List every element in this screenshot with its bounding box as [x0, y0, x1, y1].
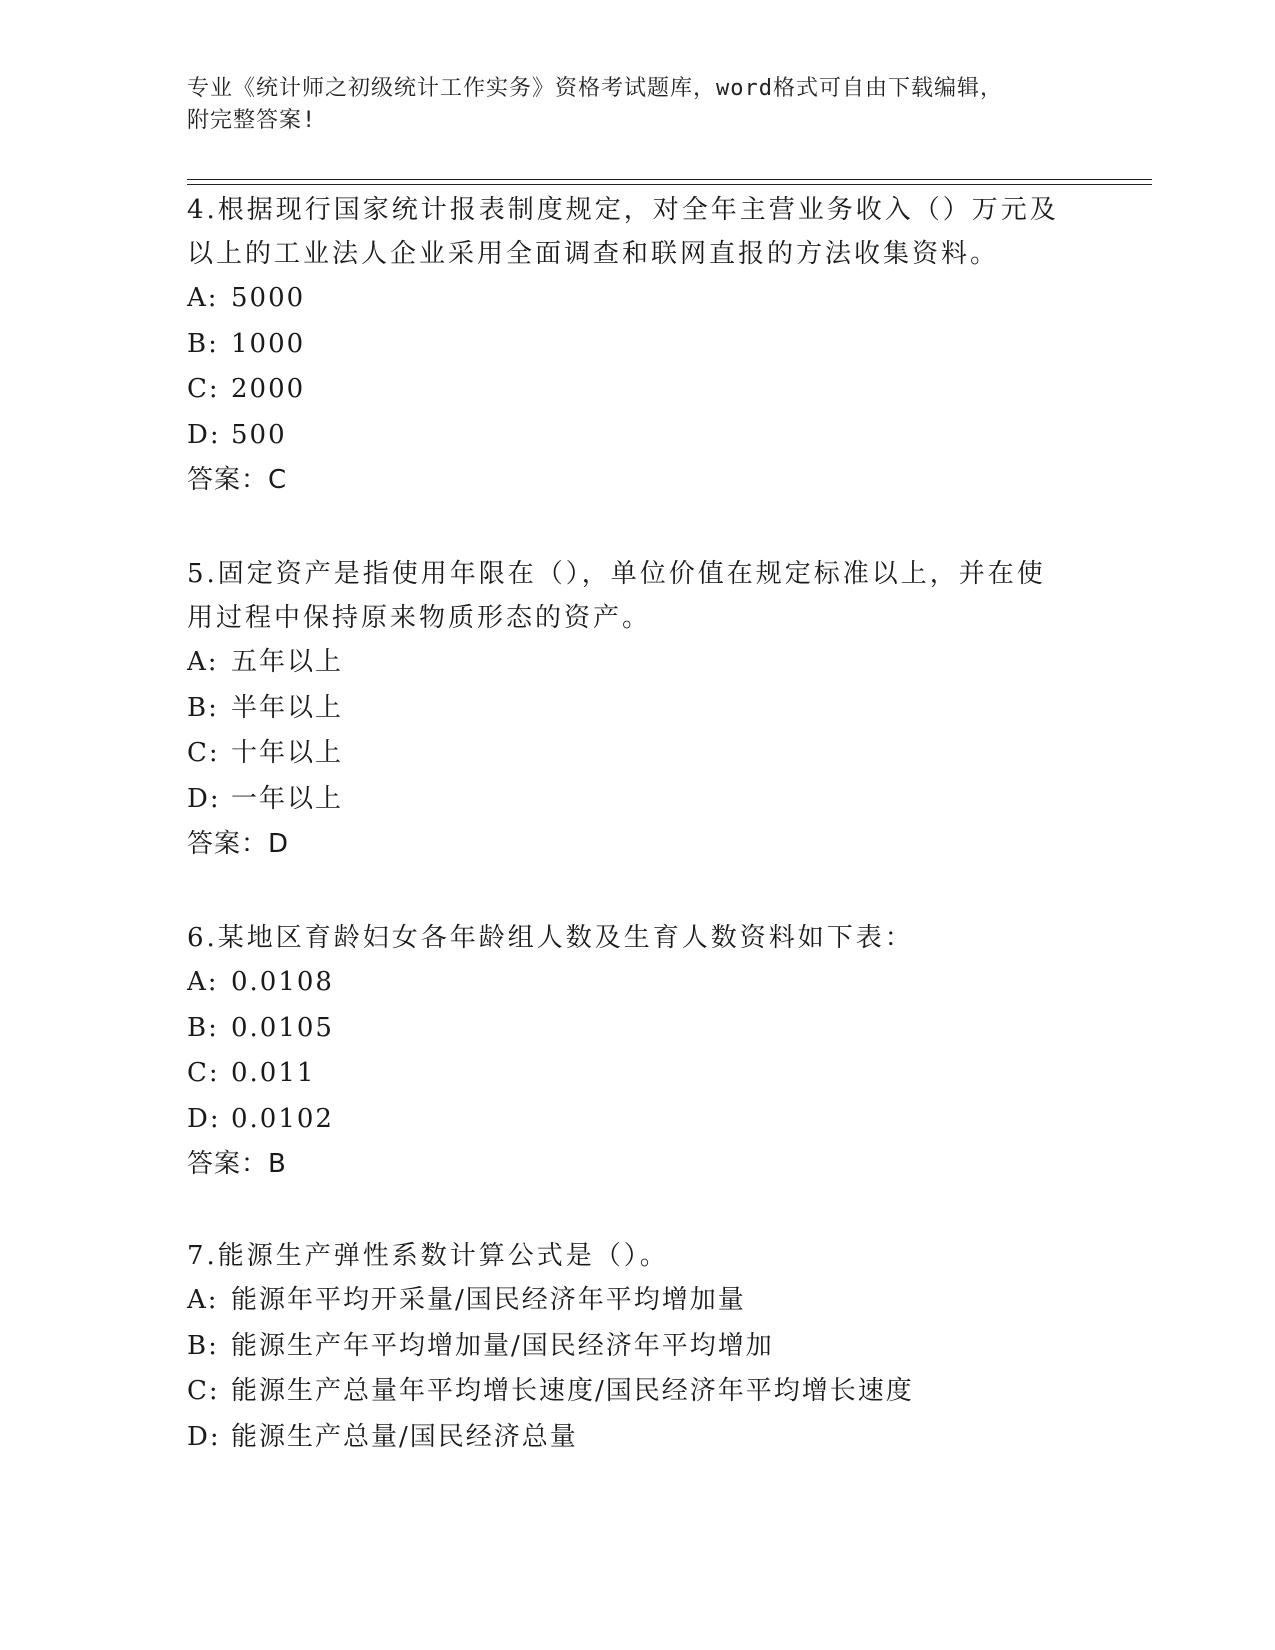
- option-a: [187, 960, 1067, 1006]
- option-letter: D:: [187, 783, 221, 814]
- option-text: 一年以上: [231, 783, 344, 814]
- header-divider-bottom: [187, 184, 1152, 185]
- option-letter: A:: [187, 647, 219, 677]
- option-c: [187, 731, 1067, 777]
- question-6: [187, 916, 1067, 1187]
- option-letter: C:: [187, 1376, 220, 1406]
- question-5: [187, 552, 1067, 867]
- option-a: [187, 1278, 1067, 1324]
- header-divider-top: [187, 179, 1152, 180]
- option-text: 能源生产年平均增加量/国民经济年平均增加: [231, 1330, 774, 1361]
- question-stem: 5.固定资产是指使用年限在（），单位价值在规定标准以上，并在使用过程中保持原来物质形态的资产。: [187, 559, 1046, 633]
- question-stem: 6.某地区育龄妇女各年龄组人数及生育人数资料如下表：: [187, 923, 914, 953]
- option-text: 半年以上: [231, 692, 344, 723]
- option-letter: D:: [187, 1421, 221, 1452]
- option-letter: A:: [187, 967, 219, 997]
- option-b: [187, 686, 1067, 732]
- option-letter: A:: [187, 283, 219, 313]
- option-text: 五年以上: [231, 647, 344, 677]
- option-b: [187, 1324, 1067, 1370]
- option-letter: D:: [187, 1103, 221, 1134]
- answer-line: 答案：B: [187, 1149, 287, 1179]
- document-header: [187, 73, 1067, 137]
- option-text: 0.011: [231, 1058, 316, 1088]
- option-text: 能源生产总量年平均增长速度/国民经济年平均增长速度: [231, 1376, 914, 1406]
- option-text: 0.0102: [231, 1103, 334, 1134]
- option-d: [187, 777, 1067, 823]
- option-text: 500: [231, 419, 287, 450]
- option-letter: D:: [187, 419, 221, 450]
- header-line-1: 专业《统计师之初级统计工作实务》资格考试题库，word格式可自由下载编辑，: [187, 76, 1003, 101]
- question-stem: 7.能源生产弹性系数计算公式是（）。: [187, 1241, 669, 1271]
- option-letter: B:: [187, 1330, 219, 1361]
- option-letter: B:: [187, 328, 219, 359]
- option-c: [187, 1369, 1067, 1415]
- option-letter: B:: [187, 1012, 219, 1043]
- question-stem: 4.根据现行国家统计报表制度规定，对全年主营业务收入（）万元及以上的工业法人企业采用全面调查和联网直报的方法收集资料。: [187, 195, 1059, 269]
- option-d: [187, 413, 1067, 459]
- option-letter: C:: [187, 1058, 220, 1088]
- option-letter: C:: [187, 738, 220, 768]
- option-letter: A:: [187, 1285, 219, 1315]
- option-a: [187, 276, 1067, 322]
- option-c: [187, 1051, 1067, 1097]
- option-text: 2000: [231, 374, 306, 404]
- answer-line: 答案：D: [187, 829, 290, 859]
- option-d: [187, 1415, 1067, 1461]
- option-c: [187, 367, 1067, 413]
- option-text: 十年以上: [231, 738, 344, 768]
- question-7: [187, 1234, 1067, 1460]
- option-text: 1000: [231, 328, 306, 359]
- option-letter: B:: [187, 692, 219, 723]
- option-text: 能源年平均开采量/国民经济年平均增加量: [231, 1285, 746, 1315]
- answer-line: 答案：C: [187, 465, 288, 495]
- option-b: [187, 322, 1067, 368]
- header-line-2: 附完整答案!: [187, 108, 317, 133]
- option-text: 能源生产总量/国民经济总量: [231, 1421, 578, 1452]
- option-d: [187, 1097, 1067, 1143]
- option-a: [187, 640, 1067, 686]
- option-text: 0.0108: [231, 967, 334, 997]
- option-b: [187, 1006, 1067, 1052]
- question-4: [187, 188, 1067, 503]
- option-letter: C:: [187, 374, 220, 404]
- option-text: 0.0105: [231, 1012, 334, 1043]
- option-text: 5000: [231, 283, 306, 313]
